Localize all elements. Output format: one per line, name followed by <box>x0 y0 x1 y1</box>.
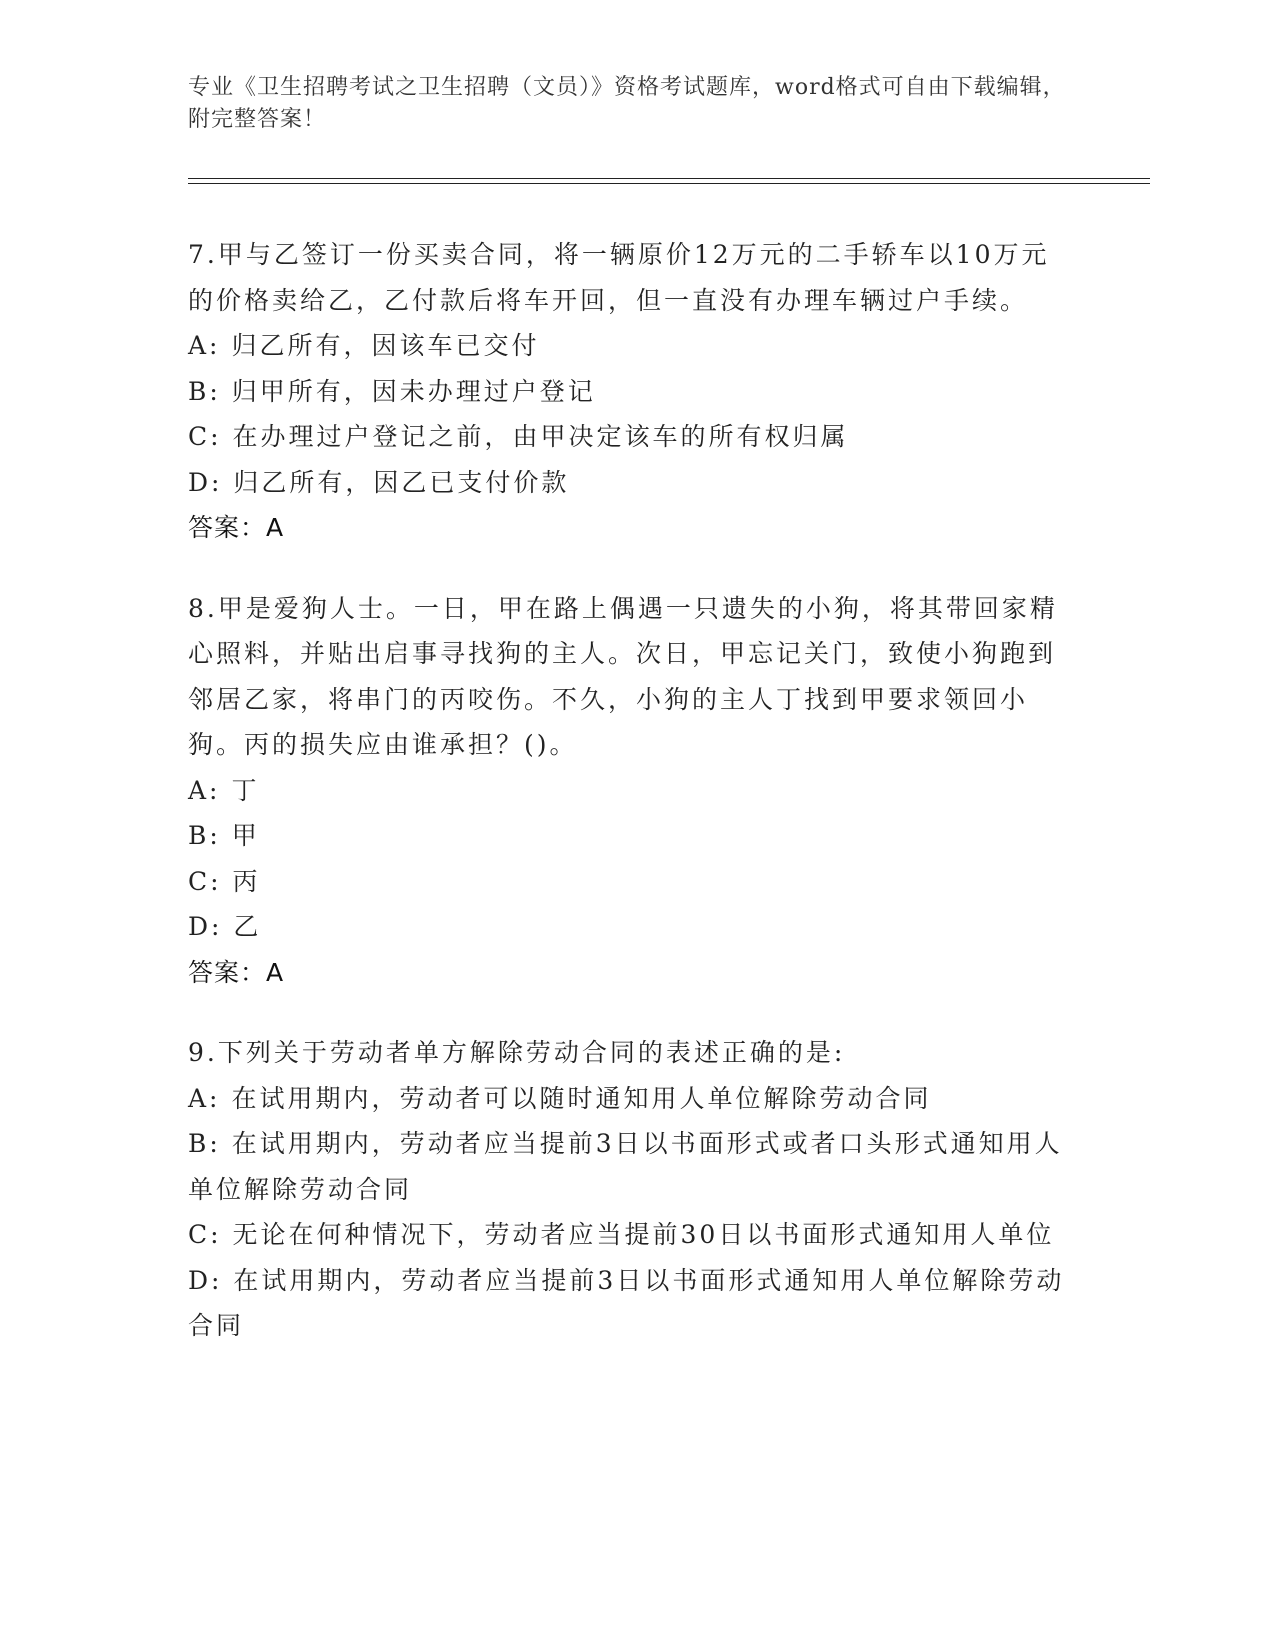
option-a <box>188 768 1068 814</box>
option-label: B: <box>188 1129 221 1158</box>
option-text: 在试用期内，劳动者应当提前3日以书面形式通知用人单位解除劳动合同 <box>188 1265 1065 1340</box>
option-text: 无论在何种情况下，劳动者应当提前30日以书面形式通知用人单位 <box>232 1220 1055 1249</box>
option-d <box>188 904 1068 950</box>
option-c <box>188 1212 1068 1258</box>
option-a <box>188 323 1068 369</box>
option-label: C: <box>188 422 222 451</box>
option-b <box>188 1121 1068 1212</box>
question-7 <box>188 232 1068 551</box>
option-label: C: <box>188 866 222 896</box>
question-stem: 7.甲与乙签订一份买卖合同，将一辆原价12万元的二手轿车以10万元的价格卖给乙，乙付款后将车开回，但一直没有办理车辆过户手续。 <box>188 240 1050 315</box>
option-text: 丁 <box>231 775 260 805</box>
option-b <box>188 813 1068 859</box>
option-text: 归乙所有，因乙已支付价款 <box>233 467 570 497</box>
option-c <box>188 414 1068 460</box>
option-text: 甲 <box>231 821 260 850</box>
question-list <box>188 232 1068 1384</box>
option-label: D: <box>188 1265 223 1295</box>
option-label: B: <box>188 821 221 850</box>
answer-line: 答案：A <box>188 957 285 987</box>
answer-line: 答案：A <box>188 513 285 542</box>
header-rule-bottom <box>188 183 1150 184</box>
question-stem: 9.下列关于劳动者单方解除劳动合同的表述正确的是: <box>188 1038 846 1067</box>
option-text: 归甲所有，因未办理过户登记 <box>231 376 596 406</box>
option-text: 在试用期内，劳动者应当提前3日以书面形式或者口头形式通知用人单位解除劳动合同 <box>188 1129 1063 1204</box>
option-label: A: <box>188 1083 221 1113</box>
question-9 <box>188 1030 1068 1349</box>
option-text: 丙 <box>232 866 261 896</box>
option-b <box>188 369 1068 415</box>
option-label: D: <box>188 912 223 941</box>
question-8 <box>188 586 1068 996</box>
option-d <box>188 1258 1068 1349</box>
option-text: 在办理过户登记之前，由甲决定该车的所有权归属 <box>232 422 849 451</box>
option-label: A: <box>188 775 221 805</box>
option-text: 乙 <box>233 912 262 941</box>
option-c <box>188 859 1068 905</box>
document-header: 专业《卫生招聘考试之卫生招聘（文员）》资格考试题库，word格式可自由下载编辑，附完整答案！ <box>188 75 1066 132</box>
option-text: 在试用期内，劳动者可以随时通知用人单位解除劳动合同 <box>231 1083 932 1113</box>
option-label: C: <box>188 1220 222 1249</box>
question-stem: 8.甲是爱狗人士。一日，甲在路上偶遇一只遗失的小狗，将其带回家精心照料，并贴出启事寻找狗的主人。次日，甲忘记关门，致使小狗跑到邻居乙家，将串门的丙咬伤。不久，小狗的主人丁找到甲要求领回小狗。丙的损失应由谁承担？()。 <box>188 593 1058 759</box>
option-label: D: <box>188 467 223 497</box>
option-label: B: <box>188 376 221 406</box>
option-label: A: <box>188 331 221 360</box>
option-a <box>188 1076 1068 1122</box>
option-d <box>188 460 1068 506</box>
option-text: 归乙所有，因该车已交付 <box>231 331 540 360</box>
header-rule-top <box>188 178 1150 179</box>
